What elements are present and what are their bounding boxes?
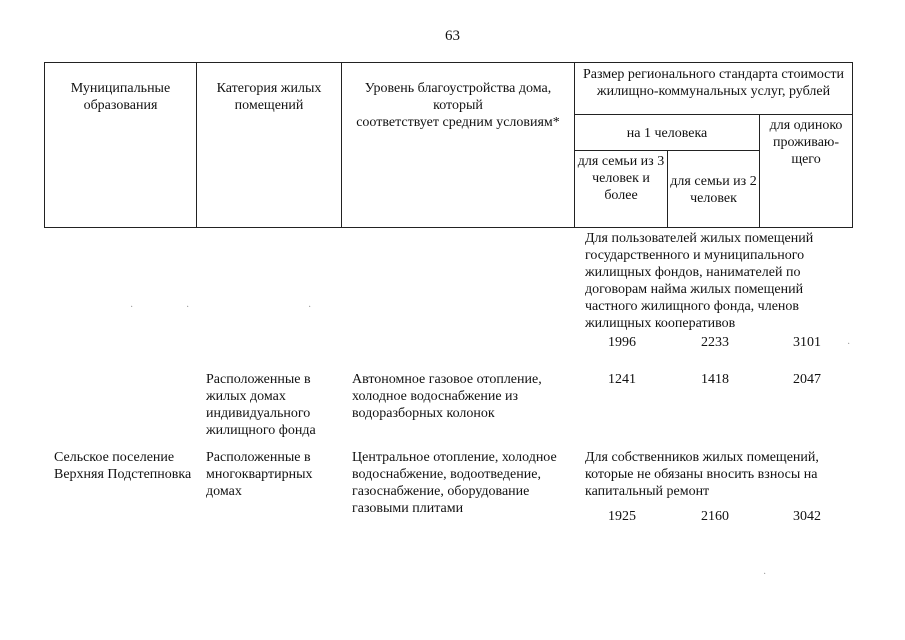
group-heading: Для собственников жилых помещений, которые не обязаны вносить взносы на капитальный ремонт (585, 450, 819, 499)
row-amenities: Центральное отопление, холодное водоснабжение, водоотведение, газоснабжение, оборудование газовыми плитами (352, 450, 557, 516)
scan-mark: · (763, 569, 767, 580)
row-category: Расположенные в многоквартирных домах (206, 450, 313, 499)
value-single: 3101 (793, 335, 821, 350)
header-standard-size: Размер регионального стандарта стоимости жилищно-коммунальных услуг, рублей (575, 63, 853, 115)
scan-mark: · (130, 302, 134, 313)
value-single: 2047 (793, 372, 821, 387)
value-family-2: 1418 (701, 372, 729, 387)
row-municipality: Сельское поселение Верхняя Подстепновка (54, 450, 192, 482)
header-family-3: для семьи из 3 человек и более (575, 151, 668, 228)
row-amenities: Автономное газовое отопление, холодное водоснабжение из водоразборных колонок (352, 372, 542, 421)
page-number: 63 (445, 28, 460, 44)
row-category: Расположенные в жилых домах индивидуального жилищного фонда (206, 372, 316, 438)
value-family-3: 1241 (608, 372, 636, 387)
header-per-person: на 1 человека (575, 115, 760, 151)
header-amenities: Уровень благоустройства дома, который соответствует средним условиям* (342, 63, 575, 228)
value-family-3: 1996 (608, 335, 636, 350)
scan-mark: · (186, 302, 190, 313)
group-heading: Для пользователей жилых помещений государственного и муниципального жилищных фондов, нанимателей по договорам найма жилых помещений частного жилищного фонда, членов жилищных кооперативов (585, 231, 814, 331)
scan-mark: · (847, 339, 851, 350)
header-municipality: Муниципальные образования (45, 63, 197, 228)
scan-mark: · (308, 302, 312, 313)
header-category: Категория жилых помещений (197, 63, 342, 228)
header-family-2: для семьи из 2 человек (668, 151, 760, 228)
value-family-2: 2160 (701, 509, 729, 524)
value-single: 3042 (793, 509, 821, 524)
header-single-resident: для одиноко проживаю-щего (760, 115, 853, 228)
value-family-3: 1925 (608, 509, 636, 524)
standards-table-header (44, 62, 853, 228)
value-family-2: 2233 (701, 335, 729, 350)
